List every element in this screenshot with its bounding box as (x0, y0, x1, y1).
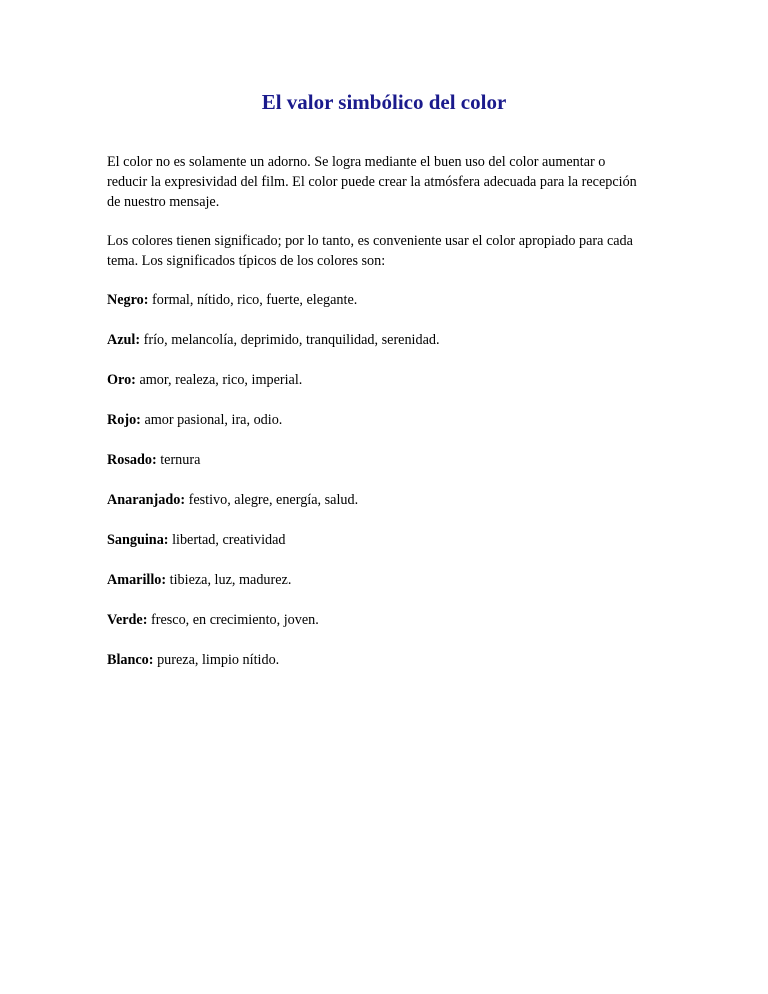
color-meaning: tibieza, luz, madurez. (169, 572, 292, 588)
color-item-sanguina (107, 530, 647, 550)
color-term: Rojo: (107, 412, 141, 428)
color-term: Negro: (107, 292, 149, 308)
color-meaning: amor pasional, ira, odio. (144, 412, 283, 428)
color-meaning: frío, melancolía, deprimido, tranquilidad, serenidad. (143, 332, 440, 348)
color-item-anaranjado (107, 490, 647, 510)
color-meaning: formal, nítido, rico, fuerte, elegante. (152, 292, 358, 308)
color-meaning: pureza, limpio nítido. (157, 652, 280, 668)
color-item-amarillo (107, 570, 647, 590)
color-term: Blanco: (107, 652, 154, 668)
meaning-paragraph: Los colores tienen significado; por lo tanto, es conveniente usar el color apropiado para cada tema. Los significados típicos de los colores son: (107, 233, 633, 269)
color-item-negro (107, 290, 647, 310)
color-term: Anaranjado: (107, 492, 186, 508)
color-item-blanco (107, 650, 647, 670)
color-item-verde (107, 610, 647, 630)
color-term: Oro: (107, 372, 136, 388)
color-term: Rosado: (107, 452, 157, 468)
color-meaning: amor, realeza, rico, imperial. (139, 372, 303, 388)
color-term: Verde: (107, 612, 148, 628)
color-meaning: libertad, creatividad (172, 532, 286, 548)
color-item-azul (107, 330, 647, 350)
color-meaning: fresco, en crecimiento, joven. (151, 612, 319, 628)
color-item-rosado (107, 450, 647, 470)
color-meaning: ternura (160, 452, 201, 468)
color-term: Amarillo: (107, 572, 167, 588)
color-term: Azul: (107, 332, 141, 348)
document-title: El valor simbólico del color (261, 90, 507, 114)
color-meaning: festivo, alegre, energía, salud. (188, 492, 359, 508)
color-term: Sanguina: (107, 532, 169, 548)
document-body (107, 152, 647, 690)
color-item-rojo (107, 410, 647, 430)
color-item-oro (107, 370, 647, 390)
intro-paragraph: El color no es solamente un adorno. Se logra mediante el buen uso del color aumentar o reducir la expresividad del film. El color puede crear la atmósfera adecuada para la recepción de nuestro mensaje. (107, 154, 637, 210)
